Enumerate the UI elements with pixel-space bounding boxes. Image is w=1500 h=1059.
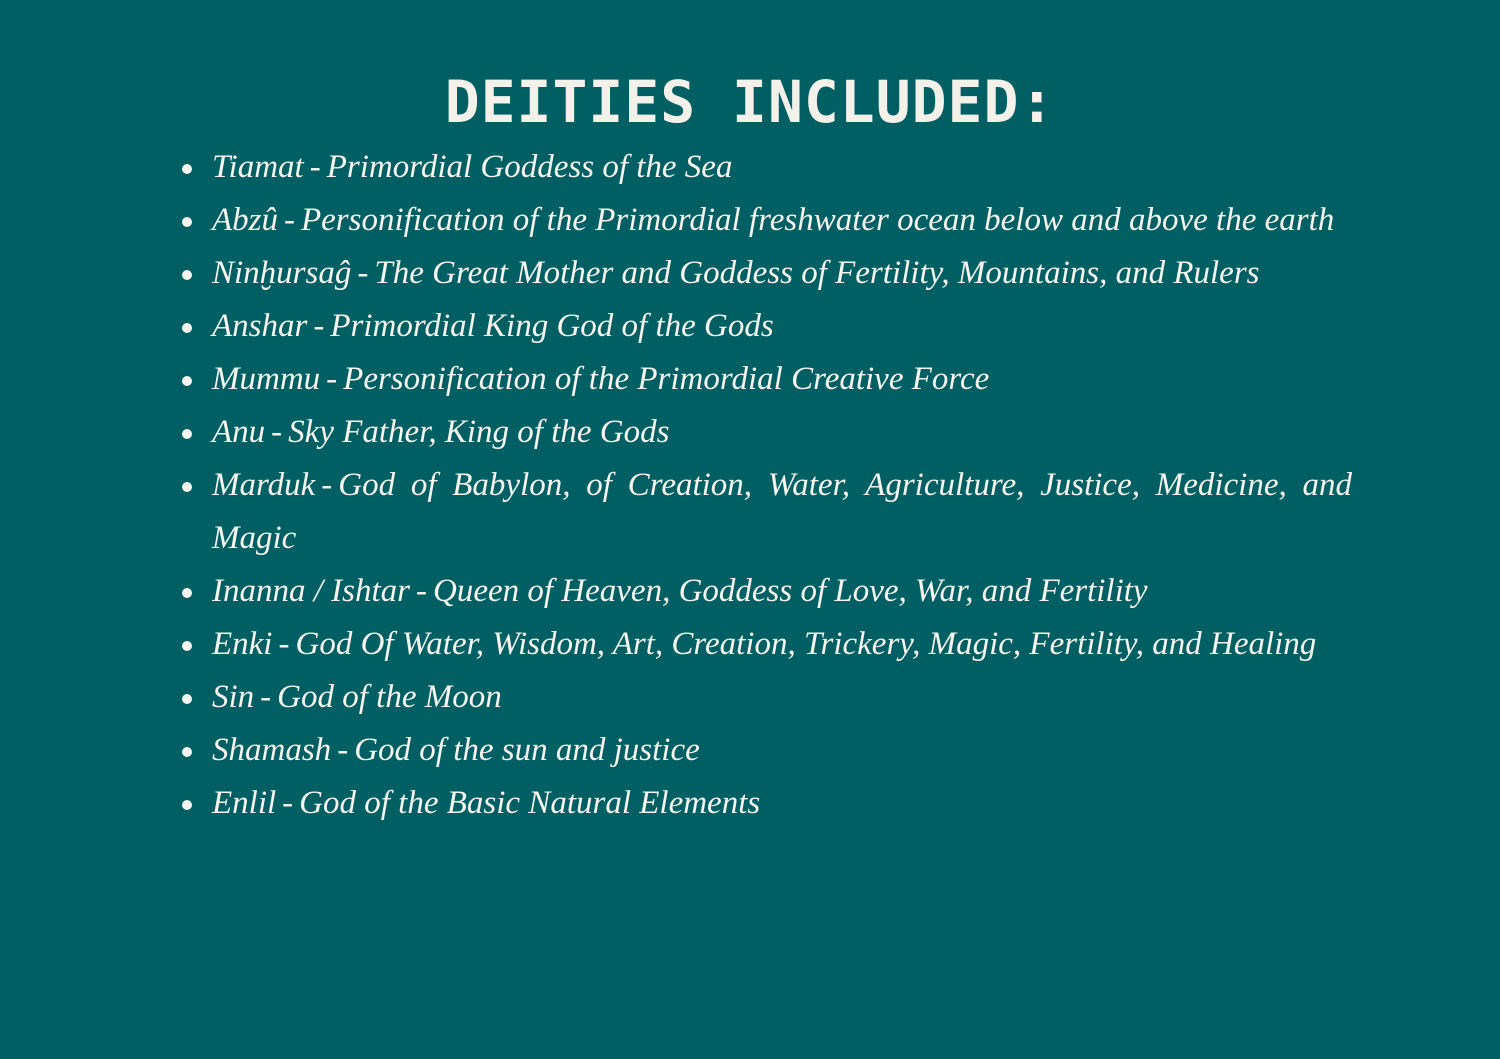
deity-description: God of Babylon, of Creation, Water, Agriculture, Justice, Medicine, and Magic <box>212 467 1352 556</box>
deity-item-sin <box>212 671 1352 724</box>
deity-description: Personification of the Primordial freshwater ocean below and above the earth <box>301 202 1335 238</box>
deity-description: God of the Basic Natural Elements <box>299 785 761 821</box>
page-title: DEITIES INCLUDED: <box>444 68 1056 136</box>
separator: - <box>357 255 369 291</box>
deity-name: Inanna / Ishtar <box>212 573 410 609</box>
bullet-icon <box>182 671 192 724</box>
deity-name: Enlil <box>212 785 277 821</box>
separator: - <box>313 308 325 344</box>
separator: - <box>416 573 427 609</box>
bullet-icon <box>182 777 192 830</box>
deity-name: Tiamat <box>212 149 304 185</box>
separator: - <box>337 732 349 768</box>
separator: - <box>260 679 272 715</box>
deity-name: Abzû <box>212 202 278 238</box>
bullet-icon <box>182 618 192 671</box>
separator: - <box>321 467 333 503</box>
deity-name: Enki <box>212 626 273 662</box>
deity-item-abzu <box>212 194 1352 247</box>
deity-item-marduk <box>212 459 1352 565</box>
deity-list <box>212 141 1352 830</box>
bullet-icon <box>182 406 192 459</box>
deity-description: Primordial Goddess of the Sea <box>326 149 733 185</box>
deity-item-shamash <box>212 724 1352 777</box>
deity-item-enki <box>212 618 1352 671</box>
deity-item-tiamat <box>212 141 1352 194</box>
deity-name: Sin <box>212 679 255 715</box>
deity-description: God of the Moon <box>277 679 502 715</box>
deity-description: The Great Mother and Goddess of Fertility, Mountains, and Rulers <box>374 255 1260 291</box>
deity-item-inanna-ishtar <box>212 565 1352 618</box>
deity-description: God Of Water, Wisdom, Art, Creation, Trickery, Magic, Fertility, and Healing <box>295 626 1317 662</box>
deity-name: Marduk <box>212 467 316 503</box>
bullet-icon <box>182 141 192 194</box>
deity-name: Anshar <box>212 308 308 344</box>
separator: - <box>284 202 295 238</box>
deity-item-mummu <box>212 353 1352 406</box>
bullet-icon <box>182 300 192 353</box>
deity-item-ninhursag <box>212 247 1352 300</box>
bullet-icon <box>182 724 192 777</box>
bullet-icon <box>182 353 192 406</box>
deity-name: Anu <box>212 414 266 450</box>
separator: - <box>282 785 294 821</box>
deity-item-anu <box>212 406 1352 459</box>
bullet-icon <box>182 194 192 247</box>
separator: - <box>278 626 290 662</box>
deity-item-enlil <box>212 777 1352 830</box>
deity-description: Personification of the Primordial Creative Force <box>343 361 990 397</box>
deity-name: Mummu <box>212 361 321 397</box>
deity-description: Queen of Heaven, Goddess of Love, War, and Fertility <box>433 573 1148 609</box>
deity-name: Shamash <box>212 732 332 768</box>
separator: - <box>271 414 283 450</box>
deity-description: Sky Father, King of the Gods <box>288 414 670 450</box>
deity-description: Primordial King God of the Gods <box>330 308 774 344</box>
deity-description: God of the sun and justice <box>354 732 700 768</box>
deity-item-anshar <box>212 300 1352 353</box>
separator: - <box>326 361 338 397</box>
separator: - <box>309 149 321 185</box>
bullet-icon <box>182 459 192 512</box>
bullet-icon <box>182 565 192 618</box>
bullet-icon <box>182 247 192 300</box>
deity-name: Ninḫursaĝ <box>212 255 352 291</box>
